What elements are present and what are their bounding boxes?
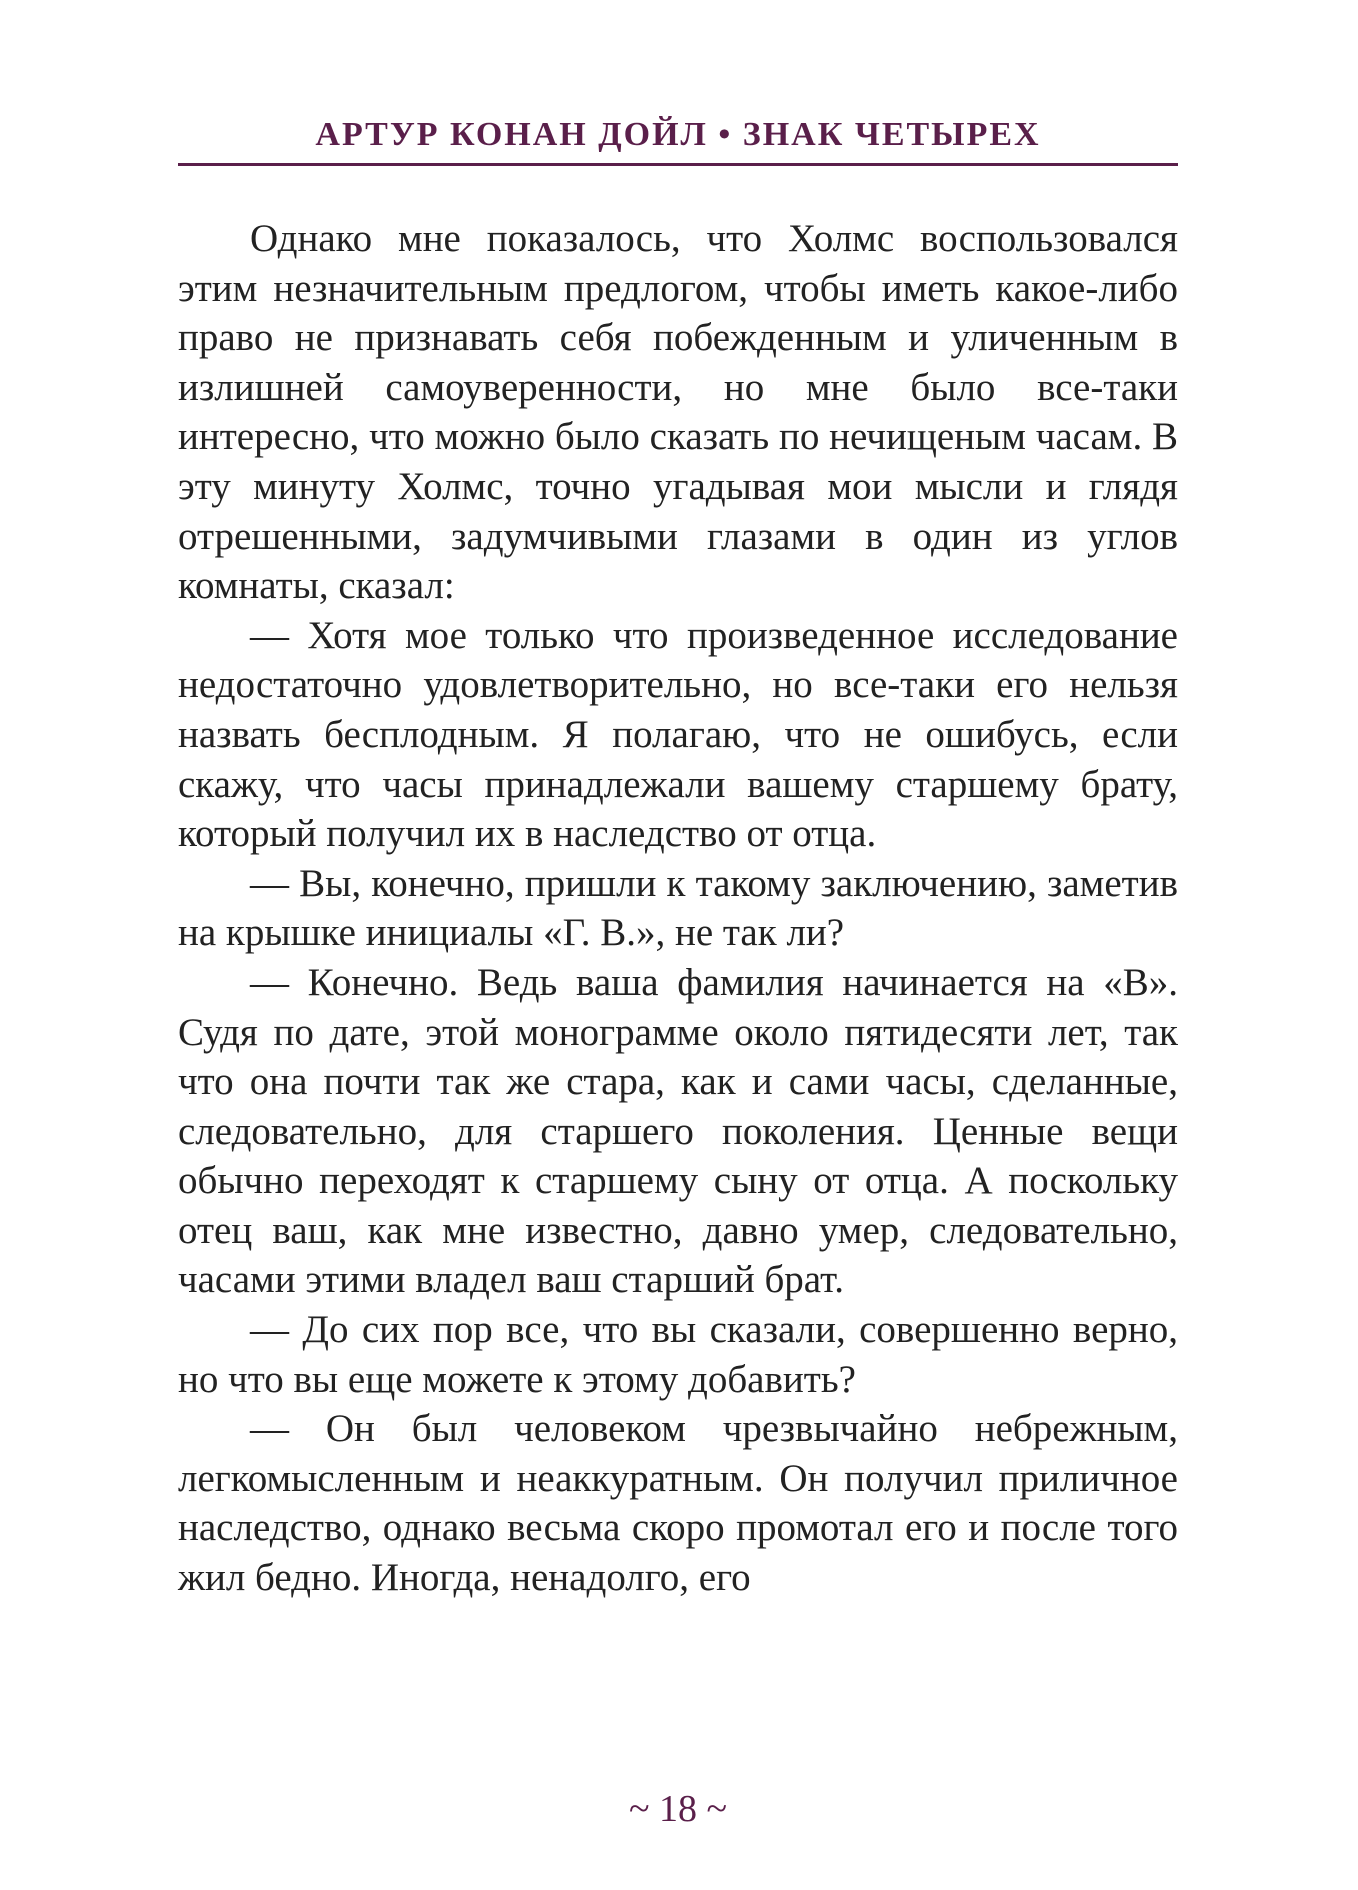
running-header: АРТУР КОНАН ДОЙЛ • ЗНАК ЧЕТЫРЕХ <box>315 116 1041 153</box>
body-text <box>178 214 1178 1603</box>
paragraph: — До сих пор все, что вы сказали, совершенно верно, но что вы еще можете к этому добавить? <box>178 1308 1178 1401</box>
paragraph: — Он был человеком чрезвычайно небрежным, легкомысленным и неаккуратным. Он получил приличное наследство, однако весьма скоро промотал его и после того жил бедно. Иногда, ненадолго, его <box>178 1407 1178 1600</box>
paragraph: — Конечно. Ведь ваша фамилия начинается на «В». Судя по дате, этой монограмме около пятидесяти лет, так что она почти так же стара, как и сами часы, сделанные, следовательно, для старшего поколения. Ценные вещи обычно переходят к старшему сыну от отца. А поскольку отец ваш, как мне известно, давно умер, следовательно, часами этими владел ваш старший брат. <box>178 960 1178 1302</box>
page-number: ~ 18 ~ <box>628 1788 728 1830</box>
paragraph: — Вы, конечно, пришли к такому заключению, заметив на крышке инициалы «Г. В.», не так ли? <box>178 861 1178 955</box>
paragraph: — Хотя мое только что произведенное исследование недостаточно удовлетворительно, но все-таки его нельзя назвать бесплодным. Я полагаю, что не ошибусь, если скажу, что часы принадлежали вашему старшему брату, который получил их в наследство от отца. <box>178 613 1178 856</box>
header-rule <box>178 163 1178 166</box>
book-page <box>178 0 1178 1890</box>
paragraph: Однако мне показалось, что Холмс воспользовался этим незначительным предлогом, чтобы иметь какое-либо право не признавать себя побежденным и уличенным в излишней самоуверенности, но мне было все-таки интересно, что можно было сказать по нечищеным часам. В эту минуту Холмс, точно угадывая мои мысли и глядя отрешенными, задумчивыми глазами в один из углов комнаты, сказал: <box>178 217 1178 608</box>
